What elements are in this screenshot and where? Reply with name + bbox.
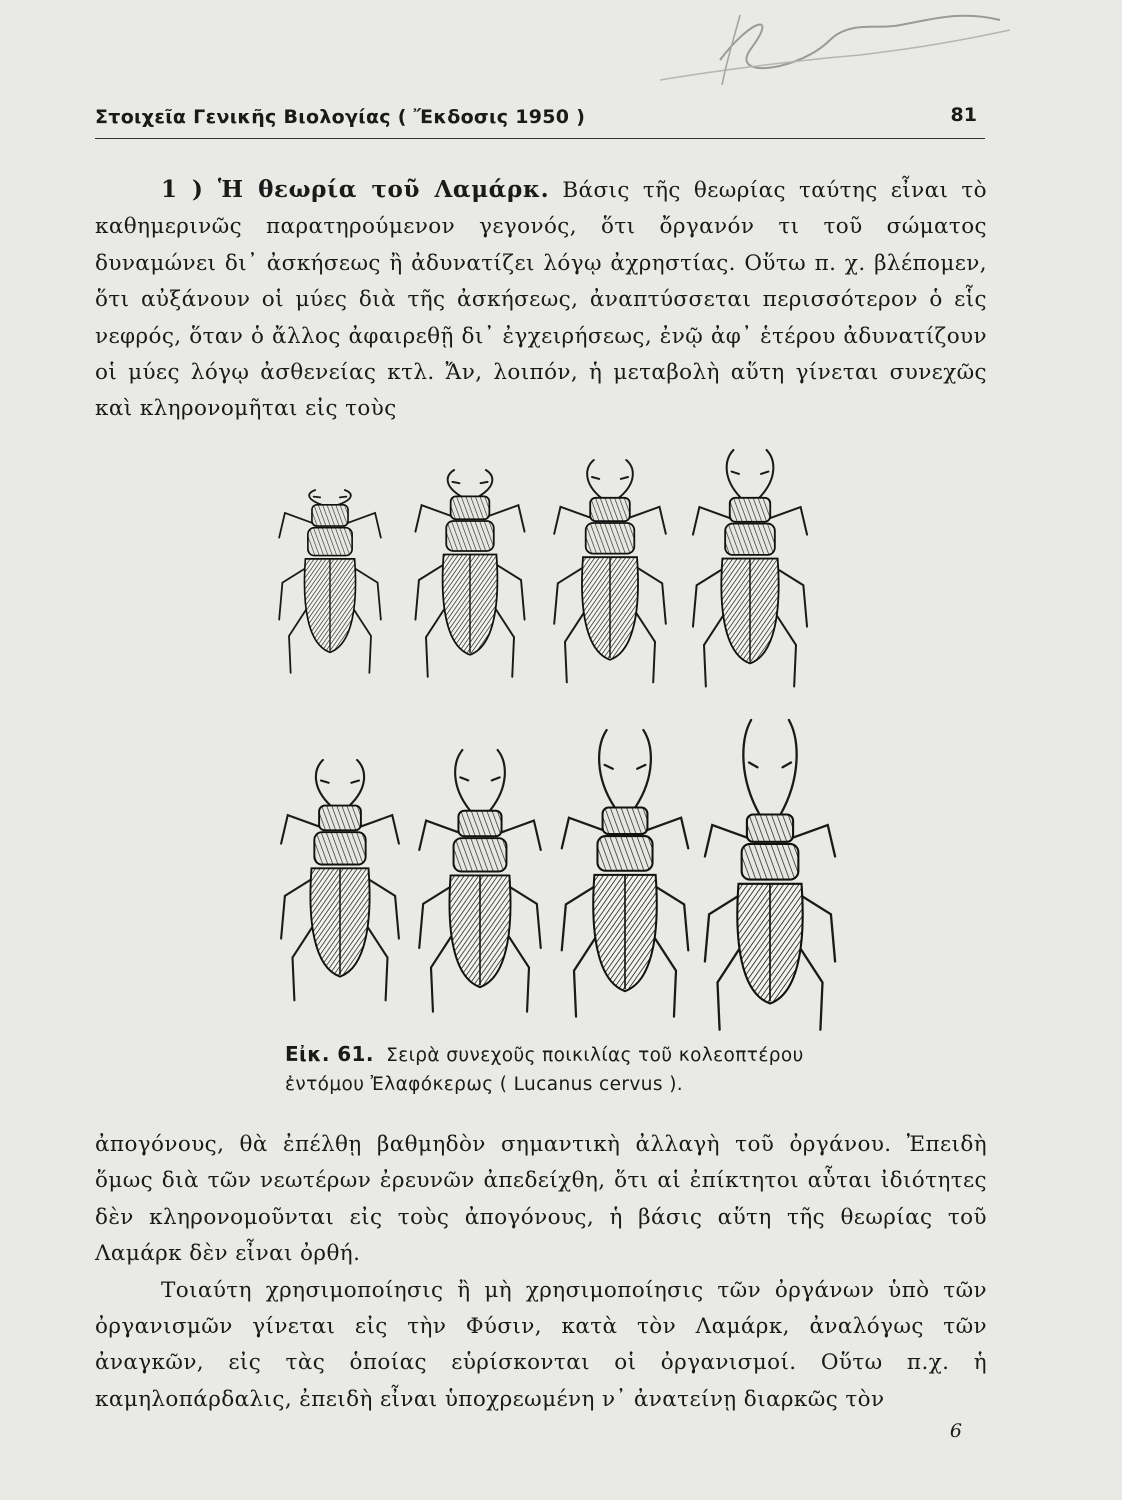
beetle-1 [279,490,381,673]
beetle-5 [281,760,399,1000]
beetle-4 [693,450,807,686]
beetle-7 [562,730,688,1017]
beetle-6 [419,750,541,1012]
page-number: 81 [950,104,977,126]
figure-stag-beetles [270,430,870,1040]
paragraph [95,172,987,428]
running-head [95,100,985,139]
body-text-top [95,172,987,428]
body-text-bottom [95,1127,987,1418]
section-heading: 1 ) Ἡ θεωρία τοῦ Λαμάρκ. [161,176,550,203]
book-title: Στοιχεῖα Γενικῆς Βιολογίας ( Ἔκδοσις 1950 ) [95,106,586,128]
paragraph-continued: ἀπογόνους, θὰ ἐπέλθῃ βαθμηδὸν σημαντικὴ ἀλλαγὴ τοῦ ὀργάνου. Ἐπειδὴ ὅμως διὰ τῶν νεωτέρων ἐρευνῶν ἀπεδείχθη, ὅτι αἱ ἐπίκτητοι αὗται ἰδιότητες δὲν κληρονομοῦνται εἰς τοὺς ἀπογόνους, ἡ βάσις αὕτη τῆς θεωρίας τοῦ Λαμάρκ δὲν εἶναι ὀρθή. [95,1132,987,1267]
figure-label: Εἰκ. 61. [285,1042,374,1066]
handwritten-signature [600,0,1020,100]
beetle-illustration [270,430,870,1040]
figure-caption [285,1040,885,1099]
signature-mark: 6 [949,1420,962,1442]
paragraph-text: Βάσις τῆς θεωρίας ταύτης εἶναι τὸ καθημερινῶς παρατηρούμενον γεγονός, ὅτι ὄργανόν τι τοῦ σώματος δυναμώνει δι᾽ ἀσκήσεως ἢ ἀδυνατίζει λόγῳ ἀχρηστίας. Οὕτω π. χ. βλέπομεν, ὅτι αὐξάνουν οἱ μύες διὰ τῆς ἀσκήσεως, ἀναπτύσσεται περισσότερον ὁ εἷς νεφρός, ὅταν ὁ ἄλλος ἀφαιρεθῇ δι᾽ ἐγχειρήσεως, ἐνῷ ἀφ᾽ ἑτέρου ἀδυνατίζουν οἱ μύες λόγῳ ἀσθενείας κτλ. Ἄν, λοιπόν, ἡ μεταβολὴ αὕτη γίνεται συνεχῶς καὶ κληρονομῆται εἰς τοὺς [95,178,987,422]
beetle-3 [554,460,666,682]
paragraph: Τοιαύτη χρησιμοποίησις ἢ μὴ χρησιμοποίησις τῶν ὀργάνων ὑπὸ τῶν ὀργανισμῶν γίνεται εἰς τὴν Φύσιν, κατὰ τὸν Λαμάρκ, ἀναλόγως τῶν ἀναγκῶν, εἰς τὰς ὁποίας εὑρίσκονται οἱ ὀργανισμοί. Οὕτω π.χ. ἡ καμηλοπάρδαλις, ἐπειδὴ εἶναι ὑποχρεωμένη ν᾽ ἀνατείνῃ διαρκῶς τὸν [95,1277,987,1412]
beetle-8 [705,720,835,1030]
caption-text: Σειρὰ συνεχοῦς ποικιλίας τοῦ κολεοπτέρου ἐντόμου Ἐλαφόκερως ( Lucanus cervus ). [285,1045,804,1095]
beetle-2 [415,470,524,677]
